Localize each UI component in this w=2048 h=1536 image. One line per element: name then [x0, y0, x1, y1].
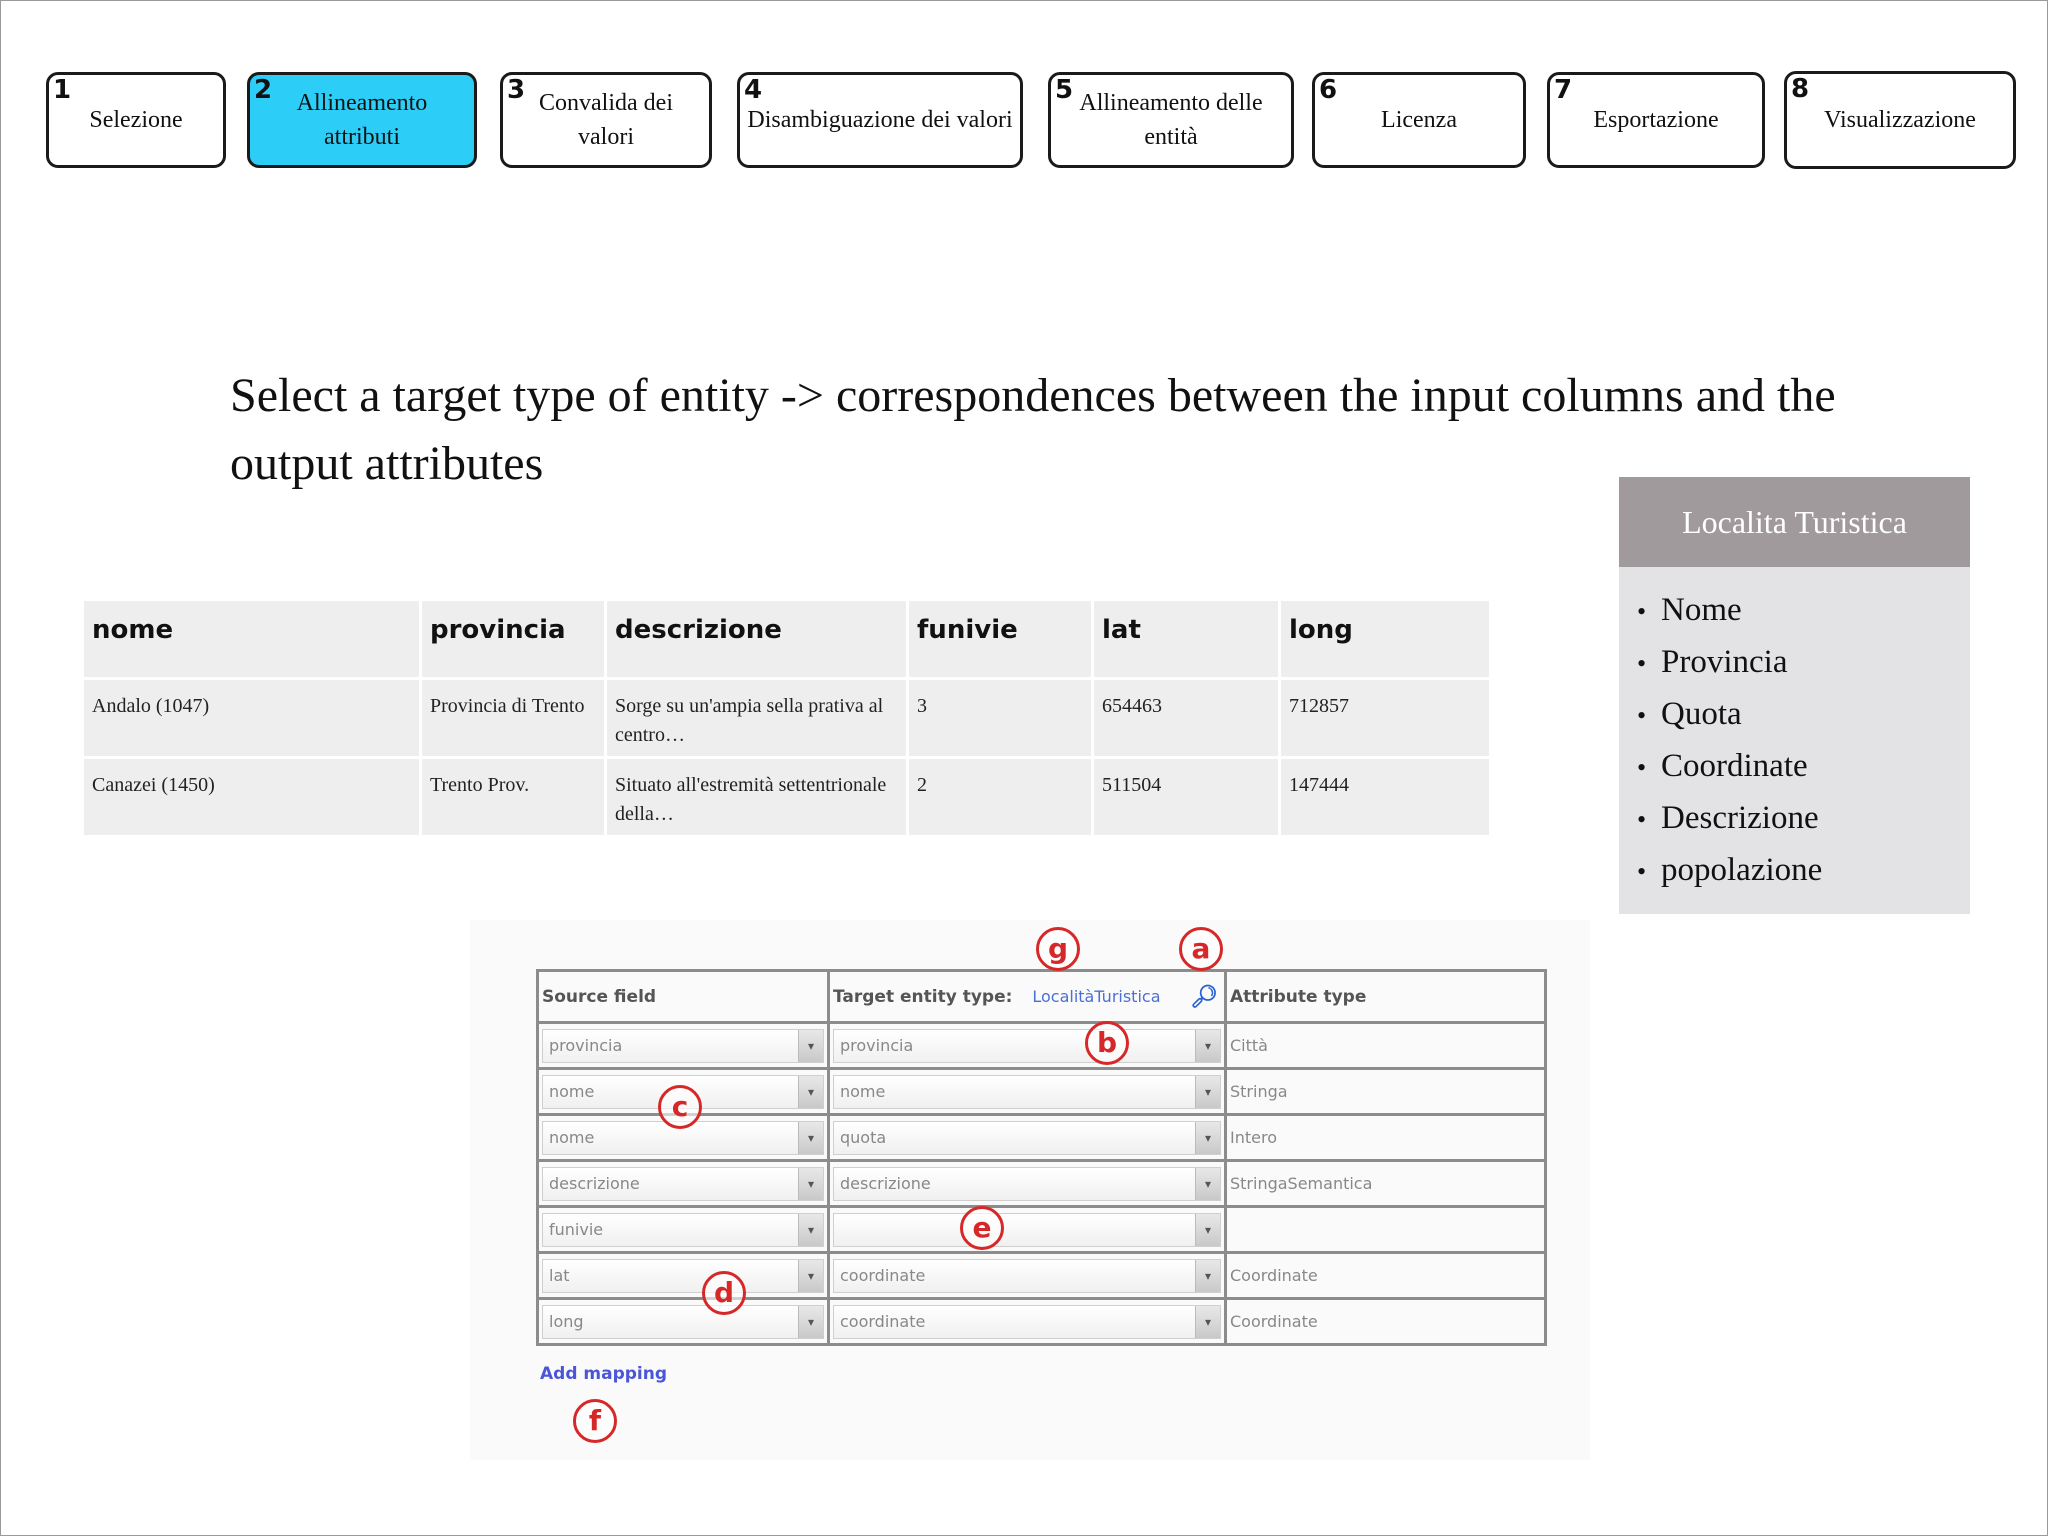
- source-field-select[interactable]: funivie ▾: [542, 1213, 824, 1247]
- step-number: 7: [1554, 75, 1573, 105]
- step-tab-esportazione[interactable]: [1547, 72, 1765, 168]
- target-entity-type-header: [829, 971, 1226, 1023]
- column-header-descrizione: descrizione: [607, 601, 906, 677]
- chevron-down-icon[interactable]: ▾: [798, 1076, 823, 1108]
- mapping-row: [538, 1207, 1546, 1253]
- chevron-down-icon[interactable]: ▾: [798, 1030, 823, 1062]
- table-cell: 2: [909, 759, 1091, 835]
- chevron-down-icon[interactable]: ▾: [1195, 1214, 1220, 1246]
- attribute-type-cell: Coordinate: [1226, 1253, 1546, 1299]
- callout-marker-e: e: [960, 1206, 1004, 1250]
- callout-marker-g: g: [1036, 927, 1080, 971]
- target-attribute-select[interactable]: coordinate ▾: [833, 1259, 1221, 1293]
- attribute-type-cell: Città: [1226, 1023, 1546, 1069]
- target-attribute-select[interactable]: quota ▾: [833, 1121, 1221, 1155]
- target-attribute-select[interactable]: descrizione ▾: [833, 1167, 1221, 1201]
- callout-marker-b: b: [1085, 1021, 1129, 1065]
- table-cell: 511504: [1094, 759, 1278, 835]
- table-cell: Situato all'estremità settentrionale della…: [607, 759, 906, 835]
- chevron-down-icon[interactable]: ▾: [798, 1306, 823, 1338]
- column-header-long: long: [1281, 601, 1489, 677]
- step-number: 4: [744, 75, 763, 105]
- list-item: • popolazione: [1637, 852, 1823, 888]
- table-cell: 147444: [1281, 759, 1489, 835]
- step-label: Allineamento delle entità: [1079, 90, 1263, 150]
- table-cell: Provincia di Trento: [422, 680, 604, 756]
- list-item: • Descrizione: [1637, 800, 1819, 836]
- table-row: [84, 680, 1489, 756]
- chevron-down-icon[interactable]: ▾: [1195, 1030, 1220, 1062]
- step-tab-selezione[interactable]: [46, 72, 226, 168]
- step-number: 8: [1791, 74, 1810, 104]
- mapping-row: [538, 1023, 1546, 1069]
- chevron-down-icon[interactable]: ▾: [798, 1214, 823, 1246]
- add-mapping-link[interactable]: Add mapping: [540, 1364, 668, 1384]
- step-label: Allineamento attributi: [296, 90, 428, 150]
- panel-title: Localita Turistica: [1619, 477, 1970, 567]
- source-field-select[interactable]: long ▾: [542, 1305, 824, 1339]
- column-header-funivie: funivie: [909, 601, 1091, 677]
- chevron-down-icon[interactable]: ▾: [798, 1122, 823, 1154]
- chevron-down-icon[interactable]: ▾: [1195, 1076, 1220, 1108]
- chevron-down-icon[interactable]: ▾: [1195, 1168, 1220, 1200]
- input-data-table: [81, 598, 1492, 838]
- source-field-select[interactable]: provincia ▾: [542, 1029, 824, 1063]
- table-cell: 3: [909, 680, 1091, 756]
- attribute-type-cell: Stringa: [1226, 1069, 1546, 1115]
- column-header-provincia: provincia: [422, 601, 604, 677]
- chevron-down-icon[interactable]: ▾: [1195, 1306, 1220, 1338]
- step-number: 5: [1055, 75, 1074, 105]
- attribute-type-cell: Coordinate: [1226, 1299, 1546, 1345]
- step-tab-convalida-valori[interactable]: [500, 72, 712, 168]
- slide-heading: Select a target type of entity -> correspondences between the input columns and the output attributes: [230, 369, 1836, 490]
- step-tab-visualizzazione[interactable]: [1784, 71, 2016, 169]
- callout-marker-c: c: [658, 1085, 702, 1129]
- step-number: 3: [507, 75, 526, 105]
- target-attribute-select[interactable]: coordinate ▾: [833, 1305, 1221, 1339]
- chevron-down-icon[interactable]: ▾: [1195, 1260, 1220, 1292]
- list-item: • Quota: [1637, 696, 1742, 732]
- source-field-select[interactable]: nome ▾: [542, 1075, 824, 1109]
- target-entity-type-link[interactable]: LocalitàTuristica: [1032, 986, 1161, 1006]
- magnifier-icon[interactable]: 🔎︎: [1190, 985, 1218, 1010]
- target-attribute-select[interactable]: [833, 1213, 1221, 1247]
- table-cell: 654463: [1094, 680, 1278, 756]
- table-cell: Sorge su un'ampia sella prativa al centro…: [607, 680, 906, 756]
- attribute-type-cell: Intero: [1226, 1115, 1546, 1161]
- target-attribute-select[interactable]: nome ▾: [833, 1075, 1221, 1109]
- step-tab-licenza[interactable]: [1312, 72, 1526, 168]
- table-cell: Andalo (1047): [84, 680, 419, 756]
- list-item: • Coordinate: [1637, 748, 1808, 784]
- table-header-row: [84, 601, 1489, 677]
- entity-type-panel: [1619, 477, 1970, 914]
- step-number: 2: [254, 75, 273, 105]
- mapping-table: [536, 969, 1547, 1346]
- step-label: Licenza: [1381, 107, 1457, 133]
- chevron-down-icon[interactable]: ▾: [798, 1168, 823, 1200]
- mapping-header-row: [538, 971, 1546, 1023]
- mapping-row: [538, 1161, 1546, 1207]
- attribute-type-cell: [1226, 1207, 1546, 1253]
- attribute-type-cell: StringaSemantica: [1226, 1161, 1546, 1207]
- attribute-type-header: Attribute type: [1226, 971, 1546, 1023]
- callout-marker-d: d: [702, 1271, 746, 1315]
- target-entity-type-label: Target entity type:: [833, 986, 1013, 1007]
- step-tab-disambiguazione-valori[interactable]: [737, 72, 1023, 168]
- step-label: Disambiguazione dei valori: [747, 107, 1013, 133]
- callout-marker-a: a: [1179, 927, 1223, 971]
- source-field-select[interactable]: descrizione ▾: [542, 1167, 824, 1201]
- step-label: Esportazione: [1593, 107, 1719, 133]
- chevron-down-icon[interactable]: ▾: [798, 1260, 823, 1292]
- chevron-down-icon[interactable]: ▾: [1195, 1122, 1220, 1154]
- source-field-select[interactable]: nome ▾: [542, 1121, 824, 1155]
- source-field-header: Source field: [538, 971, 829, 1023]
- step-number: 1: [53, 75, 72, 105]
- attribute-list: [1619, 567, 1970, 897]
- table-cell: Canazei (1450): [84, 759, 419, 835]
- step-label: Convalida dei valori: [539, 90, 673, 150]
- callout-marker-f: f: [573, 1399, 617, 1443]
- step-label: Visualizzazione: [1824, 107, 1976, 133]
- column-header-nome: nome: [84, 601, 419, 677]
- step-tab-allineamento-entita[interactable]: [1048, 72, 1294, 168]
- step-tab-allineamento-attributi[interactable]: [247, 72, 477, 168]
- table-row: [84, 759, 1489, 835]
- target-attribute-select[interactable]: provincia ▾: [833, 1029, 1221, 1063]
- table-cell: Trento Prov.: [422, 759, 604, 835]
- mapping-row: [538, 1253, 1546, 1299]
- list-item: • Provincia: [1637, 644, 1788, 680]
- step-number: 6: [1319, 75, 1338, 105]
- step-label: Selezione: [89, 107, 183, 133]
- mapping-row: [538, 1299, 1546, 1345]
- column-header-lat: lat: [1094, 601, 1278, 677]
- list-item: • Nome: [1637, 592, 1742, 628]
- source-field-select[interactable]: lat ▾: [542, 1259, 824, 1293]
- table-cell: 712857: [1281, 680, 1489, 756]
